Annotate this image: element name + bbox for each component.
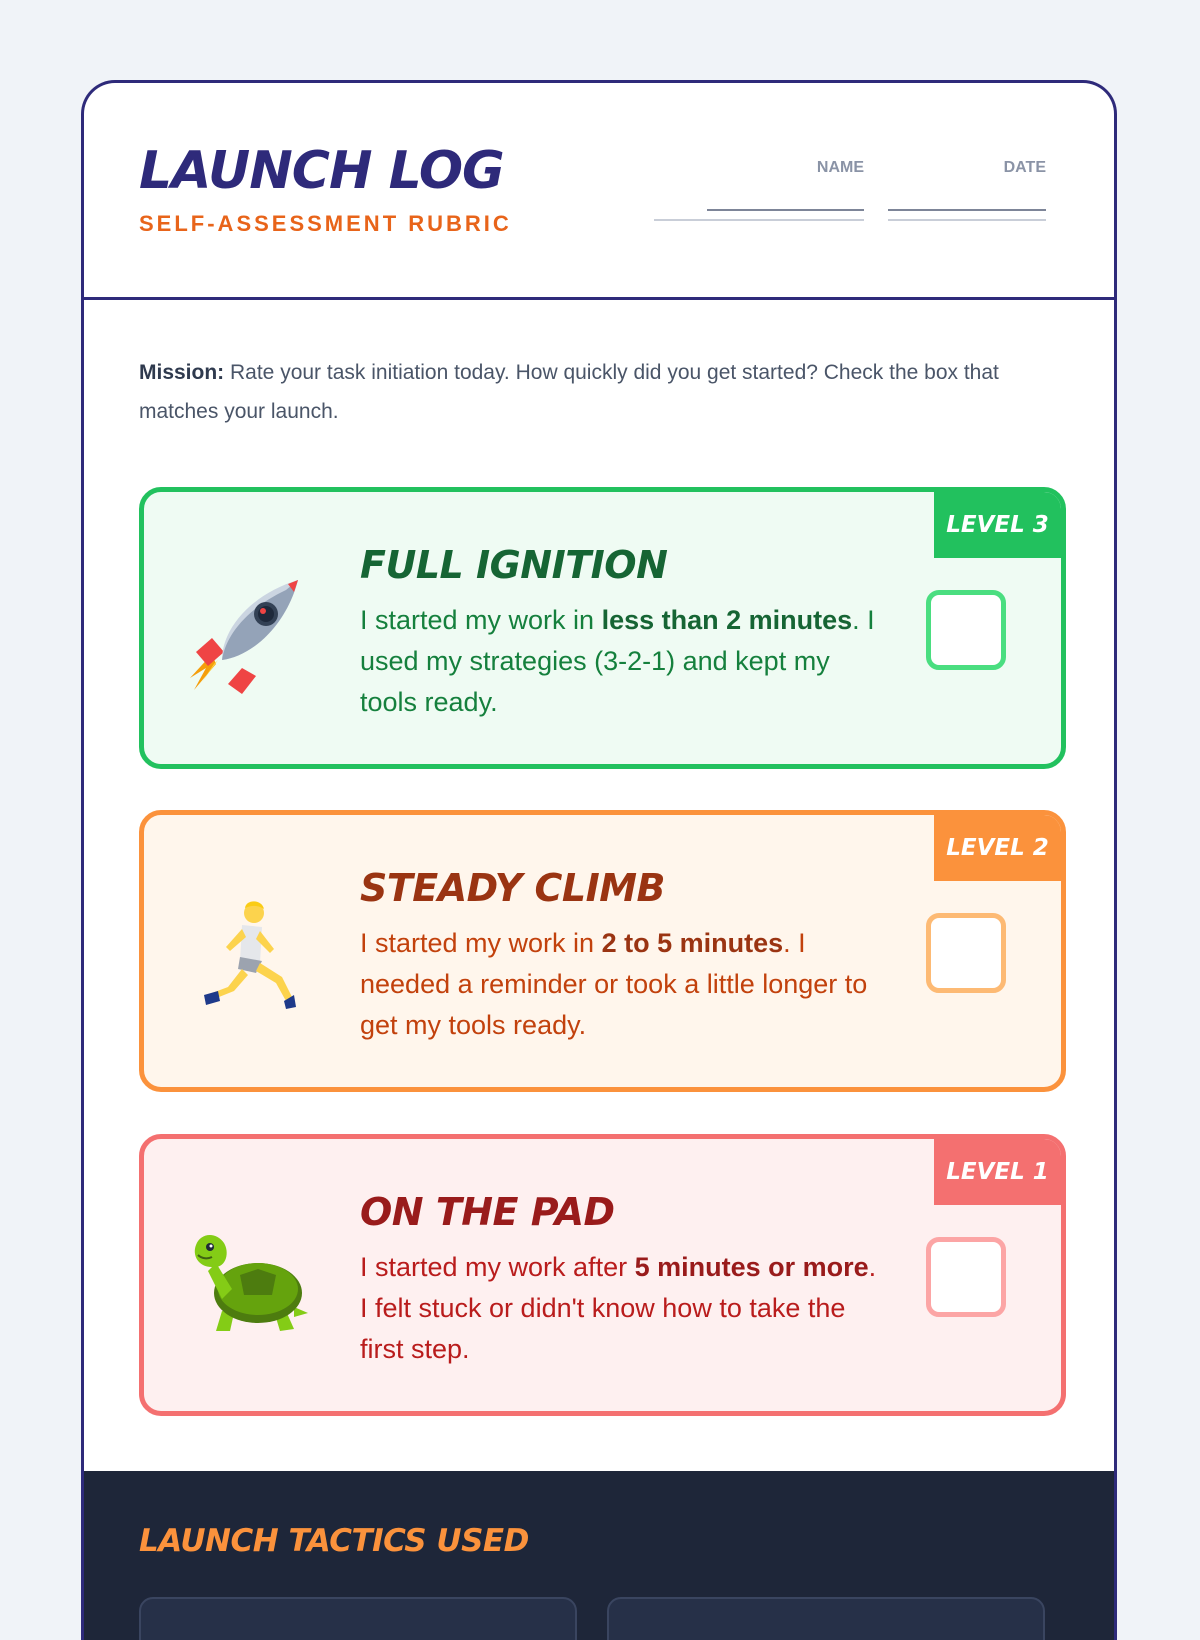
- level-1-card[interactable]: [139, 1134, 1066, 1416]
- level-description: I started my work in 2 to 5 minutes. I needed a reminder or took a little longer to get my tools ready.: [360, 928, 868, 1040]
- level-1-checkbox[interactable]: [926, 1237, 1006, 1317]
- name-label: NAME: [816, 159, 864, 176]
- tactic-option[interactable]: [607, 1597, 1045, 1640]
- level-badge: LEVEL 1: [934, 1139, 1061, 1205]
- level-3-card[interactable]: [139, 487, 1066, 769]
- mission-text: Rate your task initiation today. How quickly did you get started? Check the box that matches your launch.: [139, 361, 999, 423]
- level-description: I started my work in less than 2 minutes. I used my strategies (3-2-1) and kept my tools ready.: [360, 605, 875, 717]
- date-label: DATE: [1003, 159, 1046, 176]
- level-description: I started my work after 5 minutes or more. I felt stuck or didn't know how to take the first step.: [360, 1252, 877, 1364]
- header: [84, 83, 1114, 300]
- level-3-checkbox[interactable]: [926, 590, 1006, 670]
- name-field[interactable]: [654, 159, 864, 221]
- name-underline-base: [654, 219, 864, 221]
- rubric-sheet: [81, 80, 1117, 1640]
- level-title: STEADY CLIMB: [360, 866, 666, 910]
- mission-label: Mission:: [139, 361, 225, 384]
- rocket-icon: [182, 568, 312, 698]
- runner-icon: [182, 891, 312, 1021]
- date-underline: [888, 209, 1046, 211]
- level-2-card[interactable]: [139, 810, 1066, 1092]
- mission-instructions: [139, 353, 1059, 431]
- level-badge: LEVEL 2: [934, 815, 1061, 881]
- name-underline: [707, 209, 864, 211]
- level-title: ON THE PAD: [360, 1190, 615, 1234]
- tactics-title: LAUNCH TACTICS USED: [139, 1523, 529, 1559]
- level-badge: LEVEL 3: [934, 492, 1061, 558]
- page-title: LAUNCH LOG: [139, 141, 504, 201]
- level-2-checkbox[interactable]: [926, 913, 1006, 993]
- turtle-icon: [182, 1215, 312, 1345]
- tactic-option[interactable]: [139, 1597, 577, 1640]
- level-title: FULL IGNITION: [360, 543, 668, 587]
- date-underline-base: [888, 219, 1046, 221]
- date-field[interactable]: [888, 159, 1046, 221]
- tactics-section: [84, 1471, 1114, 1640]
- page-subtitle: SELF-ASSESSMENT RUBRIC: [139, 211, 512, 236]
